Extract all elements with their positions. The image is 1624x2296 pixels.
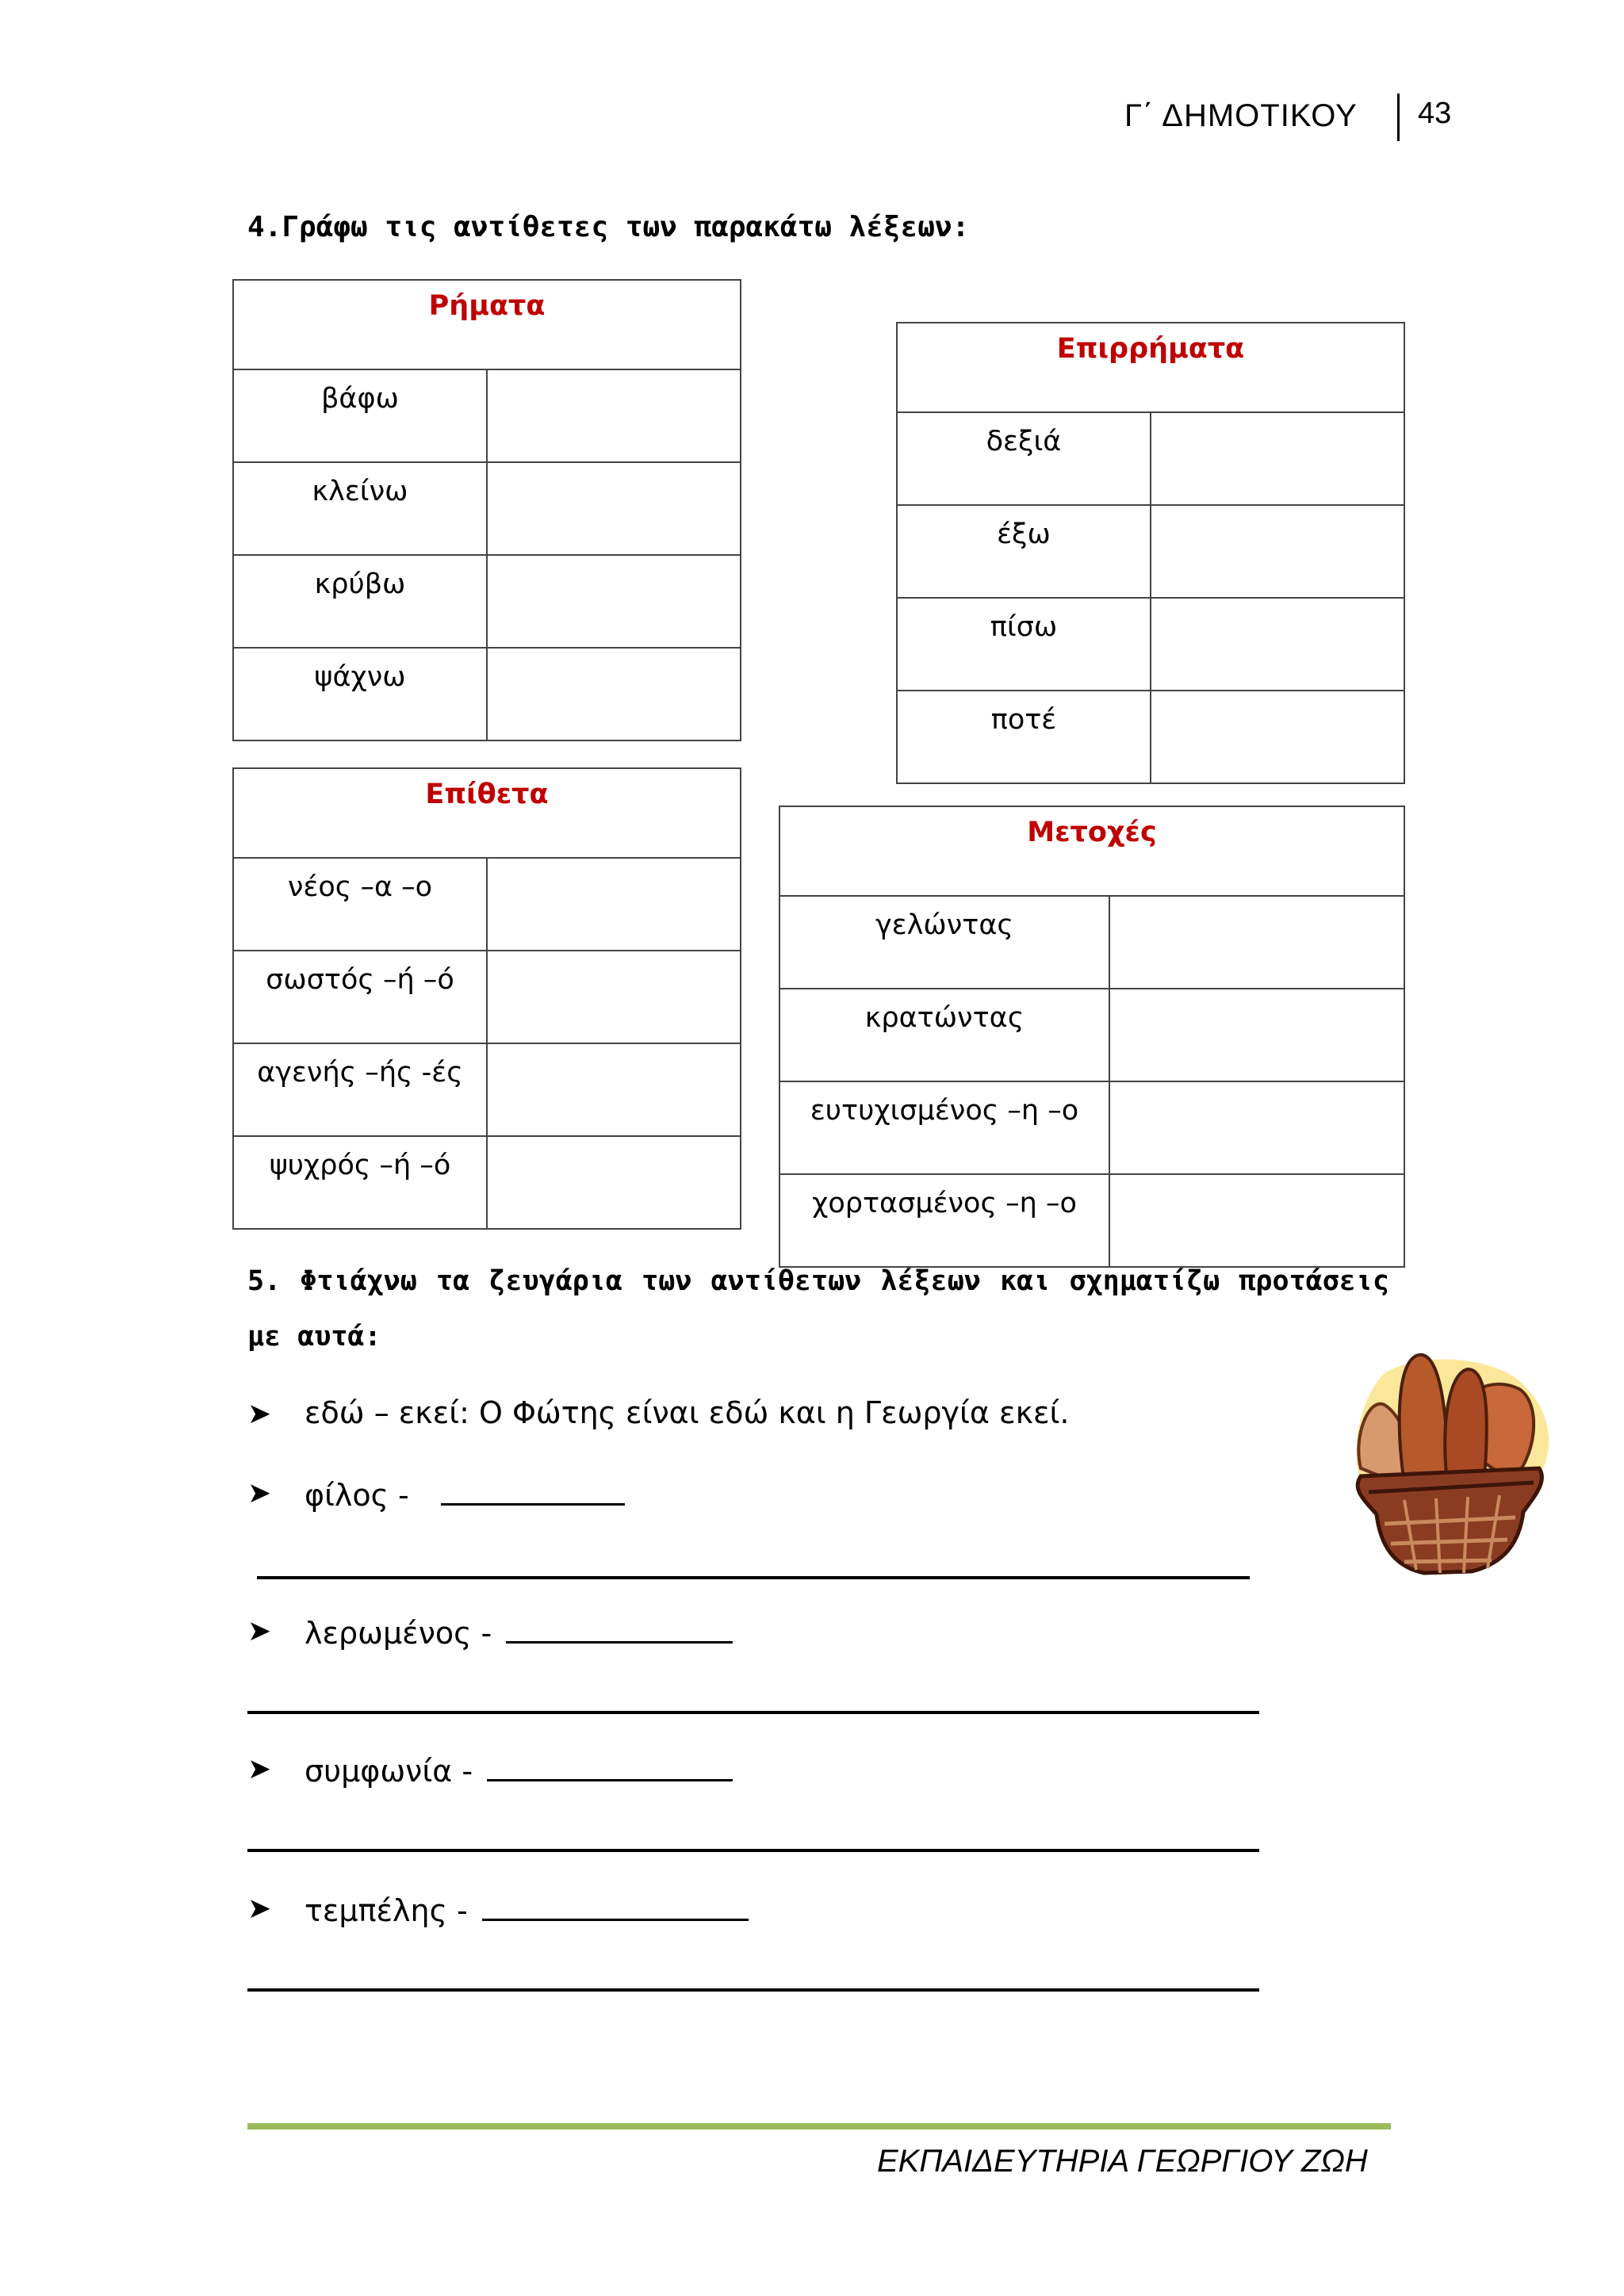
table-row (233, 1043, 741, 1136)
verbs-table (232, 279, 741, 741)
answer-cell[interactable] (1151, 505, 1404, 598)
header-separator (1397, 94, 1400, 141)
answer-cell[interactable] (487, 369, 741, 462)
table-row (233, 1136, 741, 1229)
table-word: ψυχρός –ή –ό (233, 1136, 487, 1229)
table-word: ψάχνω (233, 648, 487, 740)
footer-rule (247, 2123, 1391, 2130)
arrow-bullet-icon: ➤ (247, 1398, 272, 1430)
bread-basket-illustration (1329, 1341, 1567, 1592)
table-row (779, 989, 1404, 1081)
sentence-line[interactable] (247, 1711, 1259, 1714)
table-row (779, 896, 1404, 989)
answer-cell[interactable] (487, 1136, 741, 1229)
answer-cell[interactable] (487, 462, 741, 555)
adjectives-table (232, 767, 741, 1230)
exercise5-heading-line2: με αυτά: (247, 1321, 381, 1353)
answer-cell[interactable] (487, 1043, 741, 1136)
footer-text: ΕΚΠΑΙΔΕΥΤΗΡΙΑ ΓΕΩΡΓΙΟΥ ΖΩΗ (877, 2144, 1368, 2179)
participles-table (779, 806, 1405, 1268)
table-row (233, 951, 741, 1043)
arrow-bullet-icon: ➤ (247, 1892, 272, 1925)
table-row (779, 1174, 1404, 1267)
answer-cell[interactable] (487, 951, 741, 1043)
answer-cell[interactable] (487, 648, 741, 740)
sentence-line[interactable] (247, 1849, 1259, 1852)
exercise4-heading: 4.Γράφω τις αντίθετες των παρακάτω λέξεων: (247, 211, 970, 243)
pair-item (304, 1614, 733, 1651)
example-item: εδώ – εκεί: Ο Φώτης είναι εδώ και η Γεωργία εκεί. (304, 1395, 1070, 1430)
table-row (897, 598, 1404, 691)
answer-cell[interactable] (1151, 412, 1404, 505)
page-number: 43 (1418, 97, 1452, 130)
pair-word: τεμπέλης - (304, 1893, 468, 1928)
arrow-bullet-icon: ➤ (247, 1477, 272, 1510)
arrow-bullet-icon: ➤ (247, 1615, 272, 1647)
table-word: πίσω (897, 598, 1151, 691)
table-row (233, 858, 741, 951)
opposite-blank[interactable] (506, 1614, 733, 1644)
sentence-line[interactable] (257, 1576, 1250, 1579)
adverbs-table (896, 322, 1405, 784)
table-row (233, 555, 741, 648)
opposite-blank[interactable] (482, 1892, 749, 1921)
answer-cell[interactable] (1109, 989, 1404, 1081)
answer-cell[interactable] (487, 555, 741, 648)
table-word: δεξιά (897, 412, 1151, 505)
table-word: έξω (897, 505, 1151, 598)
answer-cell[interactable] (1151, 691, 1404, 783)
table-row (897, 505, 1404, 598)
grade-label: Γ΄ ΔΗΜΟΤΙΚΟΥ (1124, 98, 1358, 133)
participles-table-title: Μετοχές (779, 806, 1404, 896)
table-word: κρύβω (233, 555, 487, 648)
answer-cell[interactable] (1109, 1081, 1404, 1174)
adverbs-table-title: Επιρρήματα (897, 323, 1404, 412)
table-word: ευτυχισμένος –η –ο (779, 1081, 1109, 1174)
table-row (779, 1081, 1404, 1174)
pair-word: συμφωνία - (304, 1754, 473, 1789)
table-word: κλείνω (233, 462, 487, 555)
table-row (233, 648, 741, 740)
opposite-blank[interactable] (487, 1752, 733, 1781)
verbs-table-title: Ρήματα (233, 280, 741, 369)
answer-cell[interactable] (487, 858, 741, 951)
table-word: σωστός –ή –ό (233, 951, 487, 1043)
table-word: κρατώντας (779, 989, 1109, 1081)
table-word: βάφω (233, 369, 487, 462)
adjectives-table-title: Επίθετα (233, 768, 741, 858)
table-word: νέος –α –ο (233, 858, 487, 951)
answer-cell[interactable] (1109, 1174, 1404, 1267)
sentence-line[interactable] (247, 1988, 1259, 1992)
table-word: γελώντας (779, 896, 1109, 989)
table-word: χορτασμένος –η –ο (779, 1174, 1109, 1267)
table-word: ποτέ (897, 691, 1151, 783)
pair-item (304, 1476, 625, 1513)
opposite-blank[interactable] (441, 1476, 625, 1506)
arrow-bullet-icon: ➤ (247, 1753, 272, 1785)
table-row (233, 462, 741, 555)
table-row (897, 412, 1404, 505)
table-row (233, 369, 741, 462)
answer-cell[interactable] (1109, 896, 1404, 989)
pair-item (304, 1892, 749, 1928)
answer-cell[interactable] (1151, 598, 1404, 691)
exercise5-heading-line1: 5. Φτιάχνω τα ζευγάρια των αντίθετων λέξεων και σχηματίζω προτάσεις (247, 1265, 1389, 1297)
table-word: αγενής –ής -ές (233, 1043, 487, 1136)
table-row (897, 691, 1404, 783)
pair-word: λερωμένος - (304, 1616, 492, 1651)
pair-word: φίλος - (304, 1478, 409, 1513)
pair-item (304, 1752, 733, 1789)
